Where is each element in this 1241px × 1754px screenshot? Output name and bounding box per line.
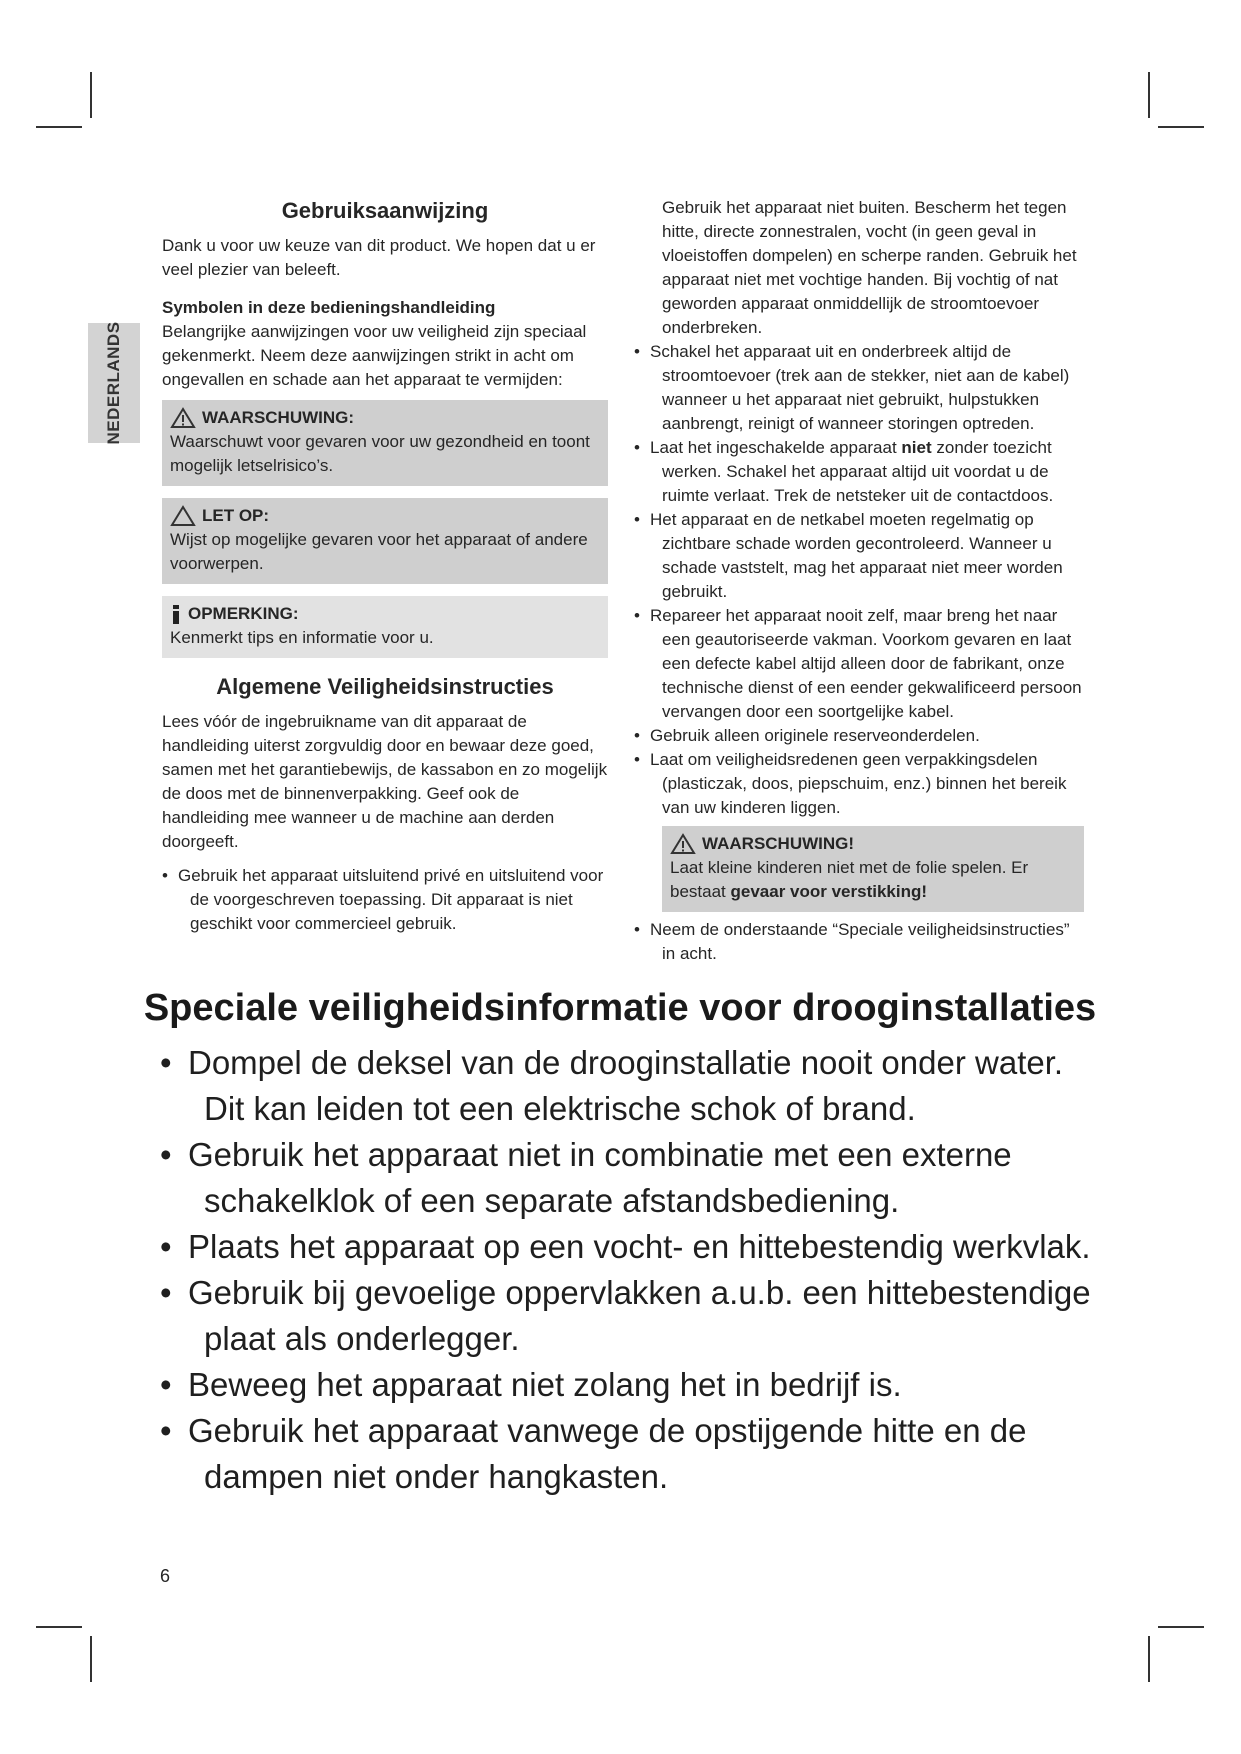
children-warning-box — [662, 826, 1084, 912]
warning-box — [162, 400, 608, 486]
crop-mark — [1158, 126, 1204, 128]
language-label: NEDERLANDS — [104, 321, 123, 445]
list-item: • Plaats het apparaat op een vocht- en hittebestendig werkvlak. — [156, 1224, 1096, 1270]
right-column — [634, 196, 1084, 966]
warning-text: Waarschuwt voor gevaren voor uw gezondheid en toont mogelijk letselrisico’s. — [170, 432, 590, 475]
list-item: • Het apparaat en de netkabel moeten regelmatig op zichtbare schade worden gecontroleerd. Wanneer u schade vaststelt, mag het apparaat niet meer worden gebruikt. — [634, 508, 1084, 604]
language-side-tab — [88, 323, 140, 443]
caution-icon — [170, 505, 196, 527]
caution-text: Wijst op mogelijke gevaren voor het apparaat of andere voorwerpen. — [170, 530, 588, 573]
crop-mark — [90, 1636, 92, 1682]
crop-mark — [1158, 1626, 1204, 1628]
page-number: 6 — [160, 1566, 171, 1586]
list-item: • Dompel de deksel van de drooginstallatie nooit onder water. Dit kan leiden tot een elektrische schok of brand. — [156, 1040, 1096, 1132]
list-item: • Gebruik bij gevoelige oppervlakken a.u.b. een hittebestendige plaat als onderlegger. — [156, 1270, 1096, 1362]
crop-mark — [36, 1626, 82, 1628]
crop-mark — [1148, 1636, 1150, 1682]
warning-icon — [170, 407, 196, 429]
right-bullet-list — [634, 340, 1084, 820]
info-icon — [170, 603, 182, 625]
crop-mark — [1148, 72, 1150, 118]
warning-icon — [670, 833, 696, 855]
note-title: OPMERKING: — [188, 604, 299, 623]
list-item: • Neem de onderstaande “Speciale veiligheidsinstructies” in acht. — [634, 918, 1084, 966]
general-heading: Algemene Veiligheidsinstructies — [216, 674, 554, 699]
list-item: • Repareer het apparaat nooit zelf, maar breng het naar een geautoriseerde vakman. Voorkom gevaren en laat een defecte kabel altijd alleen door de fabrikant, onze technische dienst of een eender gekwalificeerd persoon vervangen door een soortgelijke kabel. — [634, 604, 1084, 724]
crop-mark — [36, 126, 82, 128]
list-item: • Gebruik het apparaat uitsluitend privé en uitsluitend voor de voorgeschreven toepassing. Dit apparaat is niet geschikt voor commercieel gebruik. — [162, 864, 608, 936]
note-text: Kenmerkt tips en informatie voor u. — [170, 628, 434, 647]
list-item: • Gebruik alleen originele reserveonderdelen. — [634, 724, 1084, 748]
caution-box — [162, 498, 608, 584]
symbols-text: Belangrijke aanwijzingen voor uw veiligheid zijn speciaal gekenmerkt. Neem deze aanwijzingen strikt in acht om ongevallen en schade aan het apparaat te vermijden: — [162, 322, 587, 389]
manual-title: Gebruiksaanwijzing — [281, 198, 489, 223]
list-item: • Gebruik het apparaat niet in combinatie met een externe schakelklok of een separate afstandsbediening. — [156, 1132, 1096, 1224]
right-bullet-list-end — [634, 918, 1084, 966]
continuation-text: Gebruik het apparaat niet buiten. Bescherm het tegen hitte, directe zonnestralen, vocht (in geen geval in vloeistoffen dompelen) en scherpe randen. Gebruik het apparaat niet met vochtige handen. Bij vochtig of nat geworden apparaat onmiddellijk de stroomtoevoer onderbreken. — [662, 198, 1077, 337]
special-safety-title: Speciale veiligheidsinformatie voor drooginstallaties — [143, 987, 1097, 1029]
list-item: • Beweeg het apparaat niet zolang het in bedrijf is. — [156, 1362, 1096, 1408]
caution-title: LET OP: — [202, 506, 270, 525]
note-box — [162, 596, 608, 658]
special-safety-list — [156, 1040, 1096, 1500]
intro-text: Dank u voor uw keuze van dit product. We hopen dat u er veel plezier van beleeft. — [162, 236, 596, 279]
list-item: • Gebruik het apparaat vanwege de opstijgende hitte en de dampen niet onder hangkasten. — [156, 1408, 1096, 1500]
warning-title: WAARSCHUWING: — [202, 408, 355, 427]
list-item: • Laat het ingeschakelde apparaat niet zonder toezicht werken. Schakel het apparaat altijd uit voordat u de ruimte verlaat. Trek de netsteker uit de contactdoos. — [634, 436, 1084, 508]
crop-mark — [90, 72, 92, 118]
list-item: • Laat om veiligheidsredenen geen verpakkingsdelen (plasticzak, doos, piepschuim, enz.) binnen het bereik van uw kinderen liggen. — [634, 748, 1084, 820]
left-bullet-list — [162, 864, 608, 936]
left-column — [162, 196, 608, 936]
list-item: • Schakel het apparaat uit en onderbreek altijd de stroomtoevoer (trek aan de stekker, niet aan de kabel) wanneer u het apparaat niet gebruikt, hulpstukken aanbrengt, reinigt of wanneer storingen optreden. — [634, 340, 1084, 436]
warning-text: Laat kleine kinderen niet met de folie spelen. Er bestaat gevaar voor verstikking! — [670, 858, 1029, 901]
symbols-heading: Symbolen in deze bedieningshandleiding — [162, 298, 496, 317]
general-text: Lees vóór de ingebruikname van dit apparaat de handleiding uiterst zorgvuldig door en bewaar deze goed, samen met het garantiebewijs, de kassabon en zo mogelijk de doos met de binnenverpakking. Geef ook de handleiding mee wanneer u de machine aan derden doorgeeft. — [162, 712, 608, 851]
warning-title: WAARSCHUWING! — [702, 834, 855, 853]
